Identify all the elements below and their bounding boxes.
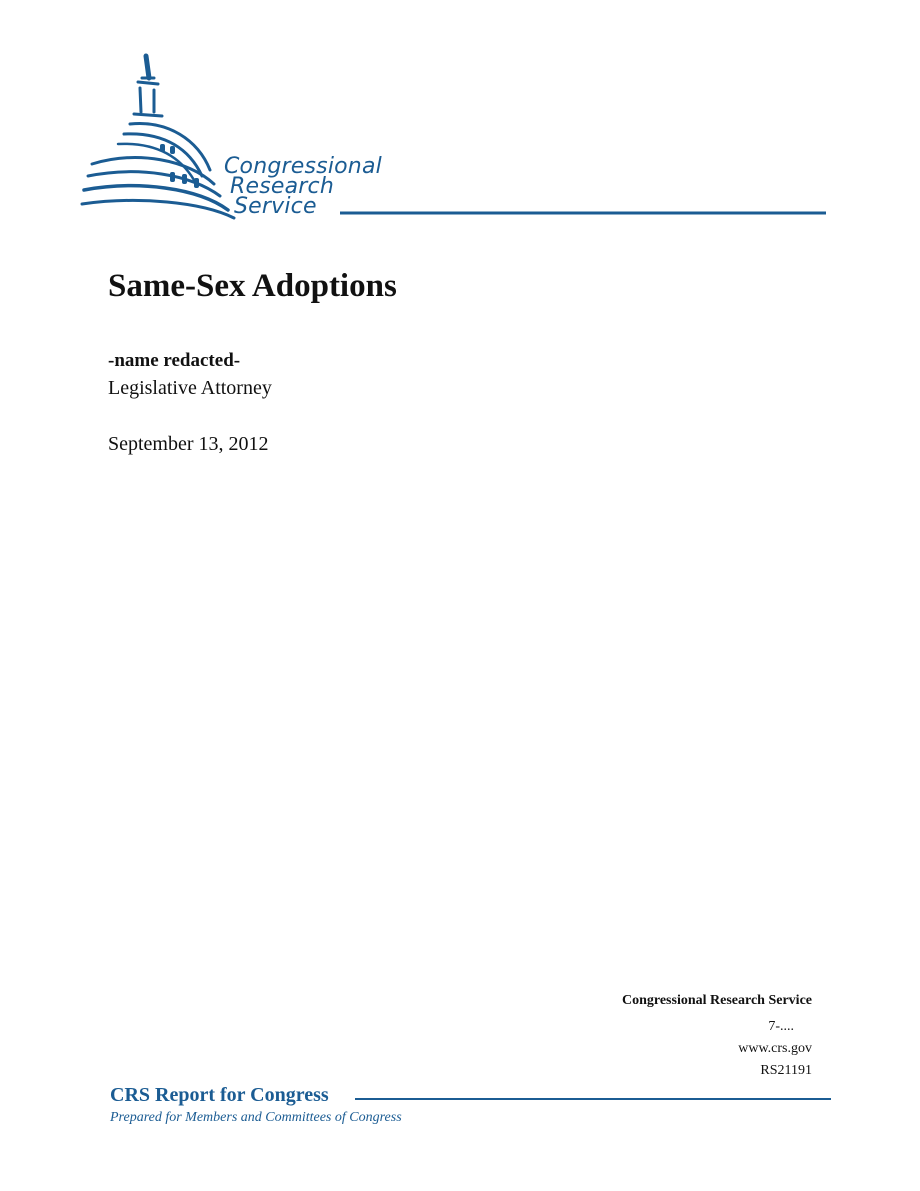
- phone-number: 7-....: [768, 1019, 794, 1034]
- contact-block: [622, 990, 812, 1082]
- logo-line-2: Research: [230, 174, 334, 199]
- document-title: Same-Sex Adoptions: [108, 268, 397, 304]
- author-name: -name redacted-: [108, 350, 241, 371]
- logo-line-3: Service: [234, 194, 317, 219]
- footer-divider: [355, 1098, 831, 1100]
- report-number: RS21191: [760, 1063, 812, 1078]
- footer-subtitle: Prepared for Members and Committees of Congress: [110, 1110, 402, 1125]
- logo-line-1: Congressional: [224, 154, 382, 179]
- report-date: September 13, 2012: [108, 433, 269, 455]
- website-link[interactable]: www.crs.gov: [738, 1041, 812, 1056]
- footer-title: CRS Report for Congress: [110, 1084, 329, 1106]
- crs-logo: [78, 50, 838, 230]
- organization-name: Congressional Research Service: [621, 993, 812, 1008]
- capitol-dome-icon: [78, 50, 838, 230]
- logo-wordmark: [224, 154, 382, 219]
- author-role: Legislative Attorney: [108, 377, 272, 399]
